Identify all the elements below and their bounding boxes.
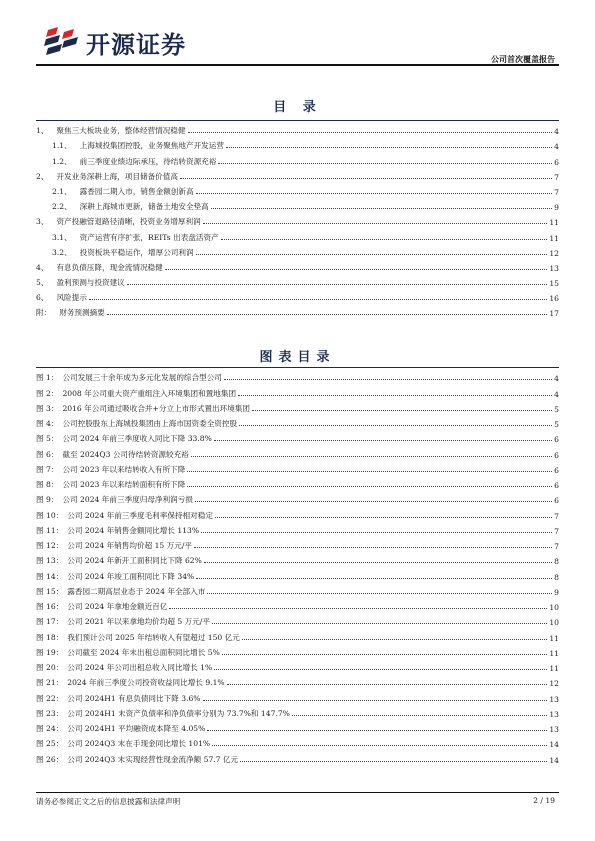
dot-leader bbox=[196, 578, 552, 579]
entry-number: 图 5： bbox=[36, 434, 59, 444]
entry-title: 露香园二期入市，销售金额创新高 bbox=[79, 186, 194, 196]
entry-page: 11 bbox=[549, 633, 559, 643]
entry-page: 10 bbox=[549, 603, 559, 612]
entry-page: 8 bbox=[554, 572, 559, 582]
entry-page: 8 bbox=[554, 557, 559, 567]
entry-page: 7 bbox=[554, 172, 559, 182]
dot-leader bbox=[211, 208, 552, 209]
entry-page: 13 bbox=[549, 263, 559, 273]
entry-page: 17 bbox=[549, 309, 559, 319]
entry-page: 6 bbox=[554, 496, 559, 506]
entry-title: 有息负债压降，现金流情况稳健 bbox=[56, 262, 163, 272]
dot-leader bbox=[224, 379, 552, 380]
brand-name: 开源证券 bbox=[86, 30, 186, 59]
dot-leader bbox=[292, 715, 547, 716]
entry-title: 公司 2024 年竣工面积同比下降 34% bbox=[67, 571, 195, 581]
dot-leader bbox=[218, 163, 552, 164]
dot-leader bbox=[191, 456, 552, 457]
figure-entry[interactable] bbox=[36, 627, 559, 642]
entry-title: 公司 2024Q3 末实现经营性现金流净额 57.7 亿元 bbox=[67, 754, 239, 764]
figure-entry[interactable] bbox=[36, 414, 559, 429]
entry-number: 图 24： bbox=[36, 724, 64, 733]
toc-heading: 目 录 bbox=[273, 100, 322, 115]
figure-entry[interactable] bbox=[36, 566, 559, 581]
entry-title: 公司 2024H1 有息负债同比下降 3.6% bbox=[67, 693, 201, 703]
figure-entry[interactable] bbox=[36, 582, 559, 597]
figure-entry[interactable] bbox=[36, 490, 559, 505]
entry-title: 公司 2024H1 平均融资成本降至 4.05% bbox=[67, 724, 206, 733]
entry-page: 11 bbox=[549, 664, 559, 673]
entry-page: 5 bbox=[554, 420, 559, 429]
entry-title: 公司 2021 年以来拿地均价均超 5 万元/平 bbox=[67, 617, 210, 627]
entry-title: 公司 2024H1 末资产负债率和净负债率分别为 73.7%和 147.7% bbox=[67, 708, 290, 718]
entry-title: 公司控股股东上海城投集团由上海市国资委全资控股 bbox=[62, 419, 238, 428]
entry-number: 图 8： bbox=[36, 480, 59, 489]
toc-entry[interactable] bbox=[36, 136, 559, 151]
toc-entry[interactable] bbox=[36, 273, 559, 288]
entry-number: 图 2： bbox=[36, 388, 59, 398]
entry-title: 2008 年公司重大资产重组注入环境集团和置地集团 bbox=[62, 388, 237, 398]
entry-number: 图 21： bbox=[36, 678, 64, 688]
dot-leader bbox=[207, 730, 547, 731]
entry-page: 4 bbox=[554, 127, 559, 137]
dot-leader bbox=[240, 761, 547, 762]
dot-leader bbox=[242, 639, 547, 640]
figure-entry[interactable] bbox=[36, 734, 559, 749]
entry-number: 4、 bbox=[36, 262, 49, 272]
entry-title: 前三季度业绩边际承压，待结转资源充裕 bbox=[79, 156, 217, 166]
figure-entry[interactable] bbox=[36, 368, 559, 383]
logo-mark-icon bbox=[44, 26, 80, 58]
toc-entry[interactable] bbox=[36, 212, 559, 227]
entry-number: 3.2、 bbox=[52, 247, 72, 257]
toc-entry[interactable] bbox=[36, 182, 559, 197]
entry-page: 9 bbox=[554, 587, 559, 597]
dot-leader bbox=[187, 486, 552, 487]
toc-entry[interactable] bbox=[36, 121, 559, 136]
entry-number: 图 3： bbox=[36, 403, 59, 413]
entry-number: 1、 bbox=[36, 126, 49, 136]
figure-entry[interactable] bbox=[36, 688, 559, 703]
figure-entry[interactable] bbox=[36, 505, 559, 520]
dot-leader bbox=[226, 147, 552, 148]
page-header bbox=[0, 0, 595, 70]
figure-entry[interactable] bbox=[36, 704, 559, 719]
entry-page: 12 bbox=[549, 679, 559, 689]
figure-entry[interactable] bbox=[36, 551, 559, 566]
entry-number: 附： bbox=[36, 308, 52, 318]
toc-entry[interactable] bbox=[36, 303, 559, 318]
entry-page: 11 bbox=[549, 218, 559, 228]
entry-page: 6 bbox=[554, 157, 559, 167]
entry-title: 上海城投集团控股，业务聚焦地产开发运营 bbox=[79, 141, 224, 151]
entry-title: 公司 2023 年以来结转面积有所下降 bbox=[62, 480, 186, 489]
figure-entry[interactable] bbox=[36, 383, 559, 398]
entry-page: 4 bbox=[554, 374, 559, 384]
dot-leader bbox=[165, 269, 548, 270]
footer-divider bbox=[36, 792, 559, 793]
toc-entry[interactable] bbox=[36, 258, 559, 273]
entry-page: 6 bbox=[554, 465, 559, 475]
entry-title: 公司 2024 年公司出租总收入同比增长 1% bbox=[67, 663, 213, 672]
figure-entry[interactable] bbox=[36, 444, 559, 459]
dot-leader bbox=[215, 517, 552, 518]
toc-entry[interactable] bbox=[36, 288, 559, 303]
dot-leader bbox=[187, 471, 552, 472]
entry-number: 6、 bbox=[36, 293, 49, 303]
entry-page: 7 bbox=[554, 526, 559, 536]
entry-page: 12 bbox=[549, 248, 559, 258]
entry-number: 图 7： bbox=[36, 464, 59, 474]
entry-page: 7 bbox=[554, 511, 559, 521]
entry-page: 5 bbox=[554, 404, 559, 414]
entry-page: 6 bbox=[554, 481, 559, 490]
toc-entry[interactable] bbox=[36, 197, 559, 212]
footer-disclaimer: 请务必参阅正文之后的信息披露和法律声明 bbox=[36, 797, 181, 806]
figures-list bbox=[36, 368, 559, 765]
entry-page: 13 bbox=[549, 725, 559, 734]
entry-title: 深耕上海城市更新，储备土地安全垫高 bbox=[79, 202, 209, 212]
entry-title: 公司 2024 年新开工面积同比下降 62% bbox=[67, 556, 202, 566]
entry-page: 14 bbox=[549, 755, 559, 765]
figure-entry[interactable] bbox=[36, 521, 559, 536]
figure-entry[interactable] bbox=[36, 673, 559, 688]
dot-leader bbox=[194, 547, 552, 548]
entry-page: 4 bbox=[554, 142, 559, 152]
dot-leader bbox=[204, 562, 552, 563]
dot-leader bbox=[212, 745, 547, 746]
dot-leader bbox=[188, 132, 553, 133]
dot-leader bbox=[227, 684, 548, 685]
figure-entry[interactable] bbox=[36, 612, 559, 627]
entry-number: 图 9： bbox=[36, 495, 59, 505]
entry-title: 风险提示 bbox=[56, 293, 87, 303]
entry-page: 11 bbox=[549, 233, 559, 243]
figure-entry[interactable] bbox=[36, 429, 559, 444]
entry-title: 公司 2024 年前三季度毛利率保持相对稳定 bbox=[67, 510, 213, 520]
entry-title: 截至 2024Q3 公司待结转资源较充裕 bbox=[62, 449, 189, 459]
entry-page: 15 bbox=[549, 279, 559, 289]
figure-entry[interactable] bbox=[36, 749, 559, 764]
figure-entry[interactable] bbox=[36, 658, 559, 673]
toc-entry[interactable] bbox=[36, 243, 559, 258]
entry-number: 图 13： bbox=[36, 556, 64, 566]
entry-number: 图 26： bbox=[36, 754, 64, 764]
toc-entry[interactable] bbox=[36, 227, 559, 242]
dot-leader bbox=[212, 623, 547, 624]
figures-heading: 图表目录 bbox=[259, 350, 336, 365]
entry-number: 5、 bbox=[36, 278, 49, 288]
dot-leader bbox=[196, 254, 548, 255]
dot-leader bbox=[89, 299, 548, 300]
dot-leader bbox=[222, 654, 548, 655]
entry-number: 图 16： bbox=[36, 602, 64, 611]
entry-title: 资产投融管退路径清晰，投资业务增厚利润 bbox=[56, 217, 201, 227]
entry-page: 9 bbox=[554, 203, 559, 213]
entry-title: 公司发展三十余年成为多元化发展的综合型公司 bbox=[62, 373, 222, 383]
entry-title: 露香园二期高层业态于 2024 年全部入市 bbox=[67, 586, 206, 596]
dot-leader bbox=[238, 395, 552, 396]
entry-number: 图 6： bbox=[36, 449, 59, 459]
entry-title: 公司 2024Q3 末在手现金同比增长 101% bbox=[67, 739, 211, 749]
entry-number: 图 1： bbox=[36, 373, 59, 383]
dot-leader bbox=[127, 284, 548, 285]
entry-title: 公司 2024 年销售金额同比增长 113% bbox=[67, 525, 200, 535]
figure-entry[interactable] bbox=[36, 643, 559, 658]
figure-entry[interactable] bbox=[36, 536, 559, 551]
entry-number: 图 20： bbox=[36, 663, 64, 672]
entry-title: 开发业务深耕上海，项目储备价值高 bbox=[56, 171, 178, 181]
entry-number: 图 10： bbox=[36, 510, 64, 520]
entry-number: 图 18： bbox=[36, 632, 64, 642]
entry-number: 图 23： bbox=[36, 708, 64, 718]
entry-title: 公司 2023 年以来结转收入有所下降 bbox=[62, 464, 186, 474]
entry-page: 10 bbox=[549, 618, 559, 628]
entry-number: 图 11： bbox=[36, 525, 64, 535]
entry-title: 公司 2024 年前三季度归母净利润亏损 bbox=[62, 495, 193, 505]
toc-list bbox=[36, 121, 559, 318]
entry-title: 2016 年公司通过吸收合并+分立上市形式置出环境集团 bbox=[62, 403, 251, 413]
figure-entry[interactable] bbox=[36, 597, 559, 612]
entry-page: 16 bbox=[549, 294, 559, 304]
figure-entry[interactable] bbox=[36, 399, 559, 414]
entry-number: 图 25： bbox=[36, 739, 64, 749]
dot-leader bbox=[221, 239, 548, 240]
entry-page: 7 bbox=[554, 542, 559, 551]
figure-entry[interactable] bbox=[36, 460, 559, 475]
dot-leader bbox=[201, 532, 552, 533]
entry-title: 2024 年前三季度公司投资收益同比增长 9.1% bbox=[67, 678, 225, 688]
dot-leader bbox=[107, 314, 548, 315]
dot-leader bbox=[214, 669, 547, 670]
entry-title: 投资板块平稳运作，增厚公司利润 bbox=[79, 247, 194, 257]
entry-number: 3.1、 bbox=[52, 232, 72, 242]
entry-number: 2.2、 bbox=[52, 202, 72, 212]
report-type-label: 公司首次覆盖报告 bbox=[491, 55, 555, 64]
dot-leader bbox=[169, 608, 547, 609]
entry-number: 1.1、 bbox=[52, 141, 72, 151]
entry-number: 图 14： bbox=[36, 571, 64, 581]
brand-logo bbox=[44, 22, 224, 62]
entry-title: 资产运营有序扩张，REITs 出表盘活资产 bbox=[79, 232, 219, 242]
toc-entry[interactable] bbox=[36, 151, 559, 166]
entry-title: 公司截至 2024 年末出租总面积同比增长 5% bbox=[67, 647, 220, 657]
entry-number: 图 12： bbox=[36, 541, 64, 550]
entry-title: 公司 2024 年前三季度收入同比下降 33.8% bbox=[62, 434, 212, 444]
entry-page: 11 bbox=[549, 648, 559, 658]
entry-page: 4 bbox=[554, 389, 559, 399]
entry-page: 6 bbox=[554, 450, 559, 460]
entry-number: 3、 bbox=[36, 217, 49, 227]
dot-leader bbox=[195, 501, 552, 502]
entry-title: 公司 2024 年拿地金额近百亿 bbox=[67, 602, 168, 611]
page-number: 2 / 19 bbox=[533, 796, 555, 805]
dot-leader bbox=[207, 593, 552, 594]
entry-number: 图 19： bbox=[36, 647, 64, 657]
entry-title: 聚焦三大板块业务，整体经营情况稳健 bbox=[56, 126, 186, 136]
entry-page: 6 bbox=[554, 435, 559, 445]
entry-number: 图 22： bbox=[36, 693, 64, 703]
entry-number: 2.1、 bbox=[52, 186, 72, 196]
dot-leader bbox=[203, 700, 548, 701]
entry-number: 1.2、 bbox=[52, 156, 72, 166]
entry-title: 公司 2024 年销售均价超 15 万元/平 bbox=[67, 541, 192, 550]
toc-entry[interactable] bbox=[36, 167, 559, 182]
dot-leader bbox=[203, 223, 548, 224]
entry-number: 图 4： bbox=[36, 419, 59, 428]
entry-number: 图 15： bbox=[36, 586, 64, 596]
entry-title: 我们预计公司 2025 年结转收入有望超过 150 亿元 bbox=[67, 632, 240, 642]
dot-leader bbox=[252, 410, 552, 411]
dot-leader bbox=[196, 193, 553, 194]
entry-page: 13 bbox=[549, 709, 559, 719]
entry-title: 盈利预测与投资建议 bbox=[56, 278, 125, 288]
header-divider bbox=[36, 64, 559, 66]
entry-title: 财务预测摘要 bbox=[59, 308, 105, 318]
dot-leader bbox=[180, 178, 552, 179]
entry-page: 13 bbox=[549, 694, 559, 704]
entry-number: 2、 bbox=[36, 171, 49, 181]
dot-leader bbox=[214, 440, 552, 441]
entry-page: 7 bbox=[554, 187, 559, 197]
entry-page: 14 bbox=[549, 740, 559, 750]
figure-entry[interactable] bbox=[36, 719, 559, 734]
dot-leader bbox=[239, 425, 552, 426]
entry-number: 图 17： bbox=[36, 617, 64, 627]
figure-entry[interactable] bbox=[36, 475, 559, 490]
